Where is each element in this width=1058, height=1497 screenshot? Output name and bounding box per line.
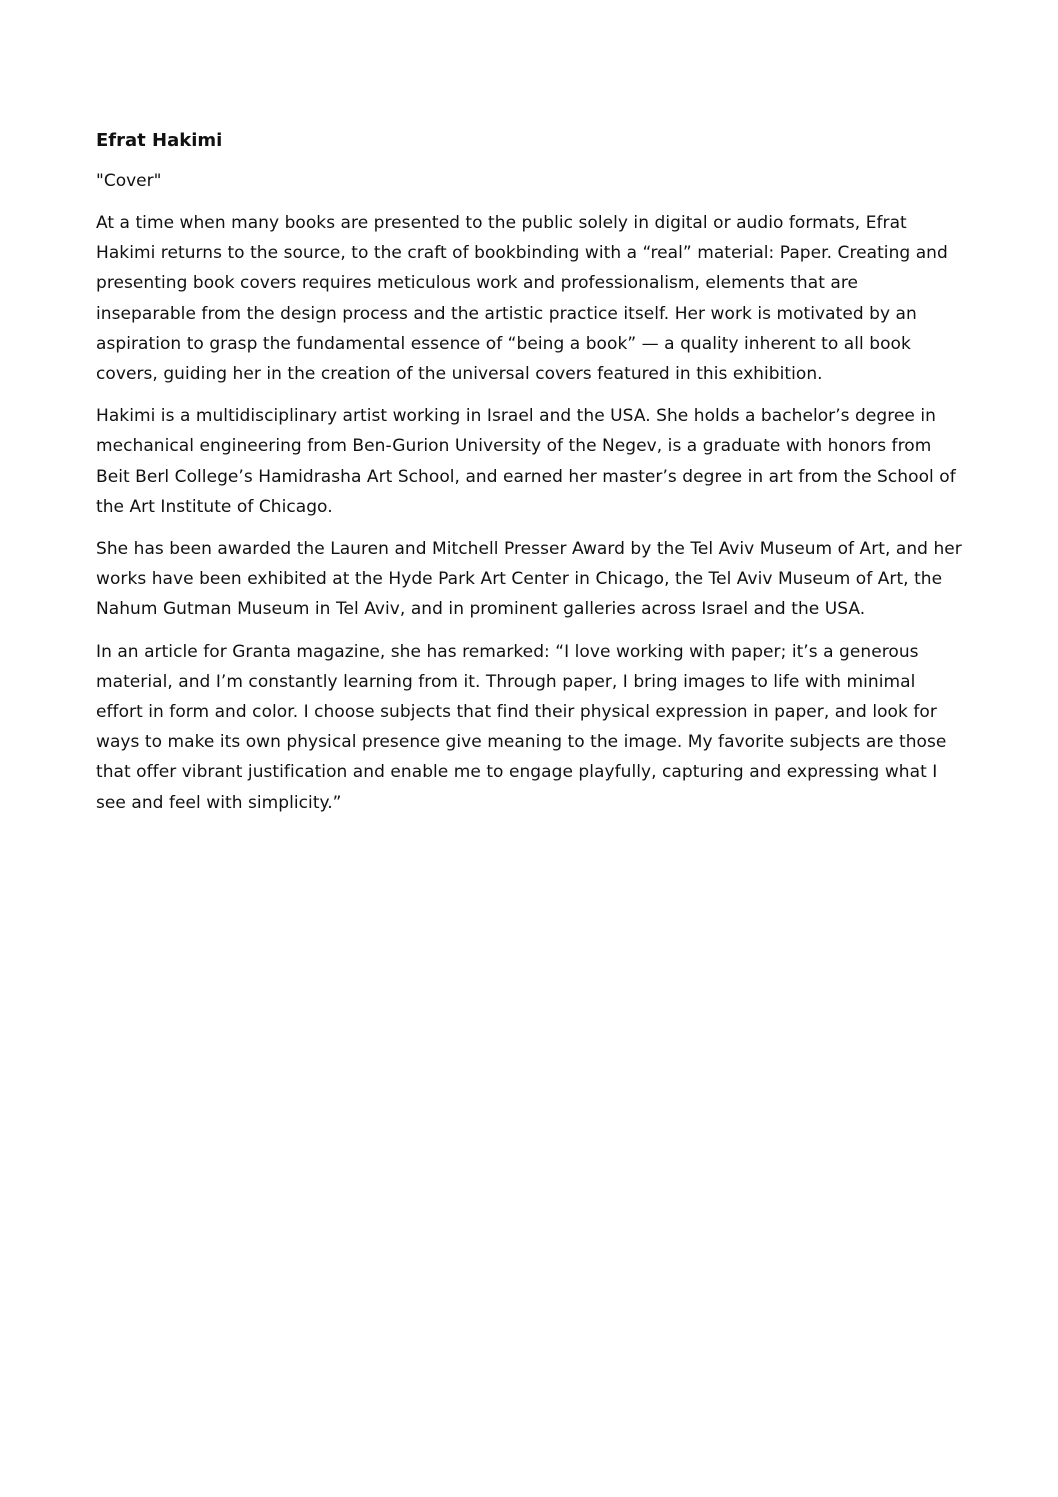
- author-name: Efrat Hakimi: [96, 130, 223, 151]
- paragraph-awards: She has been awarded the Lauren and Mitchell Presser Award by the Tel Aviv Museum of Art, and her works have been exhibited at the Hyde Park Art Center in Chicago, the Tel Aviv Museum of Art, the Nahum Gutman Museum in Tel Aviv, and in prominent galleries across Israel and the USA.: [96, 539, 962, 620]
- work-title: "Cover": [96, 171, 162, 191]
- paragraph-biography: Hakimi is a multidisciplinary artist working in Israel and the USA. She holds a bachelor’s degree in mechanical engineering from Ben-Gurion University of the Negev, is a graduate with honors from Beit Berl College’s Hamidrasha Art School, and earned her master’s degree in art from the School of the Art Institute of Chicago.: [96, 406, 956, 517]
- paragraph-quote: In an article for Granta magazine, she has remarked: “I love working with paper; it’s a generous material, and I’m constantly learning from it. Through paper, I bring images to life with minimal effort in form and color. I choose subjects that find their physical expression in paper, and look for ways to make its own physical presence give meaning to the image. My favorite subjects are those that offer vibrant justification and enable me to engage playfully, capturing and expressing what I see and feel with simplicity.”: [96, 641, 947, 813]
- paragraph-intro: At a time when many books are presented to the public solely in digital or audio formats, Efrat Hakimi returns to the source, to the craft of bookbinding with a “real” material: Paper. Creating and presenting book covers requires meticulous work and professionalism, elements that are inseparable from the design process and the artistic practice itself. Her work is motivated by an aspiration to grasp the fundamental essence of “being a book” — a quality inherent to all book covers, guiding her in the creation of the universal covers featured in this exhibition.: [96, 213, 948, 385]
